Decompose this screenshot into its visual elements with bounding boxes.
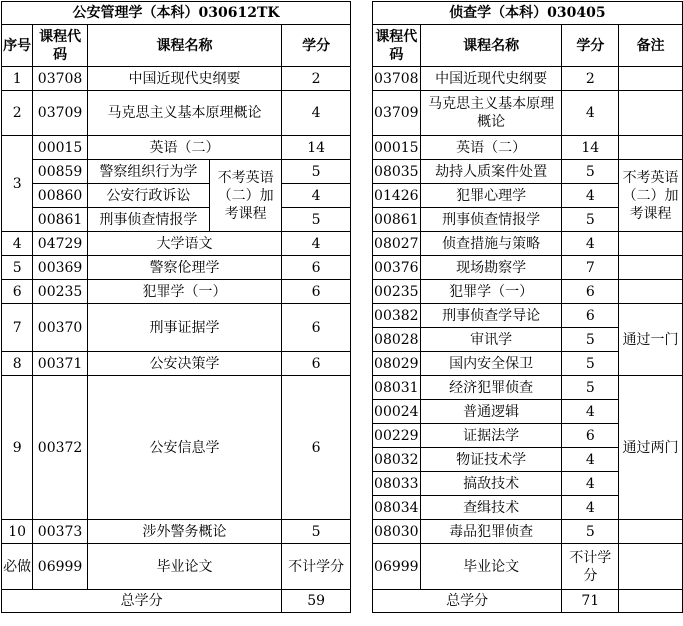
name-cell: 查缉技术: [420, 496, 562, 520]
code-cell: 08029: [372, 352, 420, 376]
name-cell: 毕业论文: [420, 544, 562, 590]
code-cell: 00024: [372, 400, 420, 424]
code-cell: 03708: [372, 67, 420, 91]
remark-cell: [619, 136, 683, 160]
name-cell: 毒品犯罪侦查: [420, 520, 562, 544]
credit-cell: 6: [282, 256, 351, 280]
name-cell: 审讯学: [420, 328, 562, 352]
name-cell: 大学语文: [87, 232, 281, 256]
credit-cell: 7: [562, 256, 619, 280]
name-cell: 侦查措施与策略: [420, 232, 562, 256]
credit-cell: 5: [562, 208, 619, 232]
credit-cell: 5: [562, 376, 619, 400]
name-cell: 公安决策学: [87, 352, 281, 376]
seq-cell: 4: [2, 232, 33, 256]
code-cell: 06999: [372, 544, 420, 590]
seq-cell: 9: [2, 376, 33, 520]
header-seq: 序号: [2, 25, 33, 67]
credit-cell: 4: [562, 496, 619, 520]
name-cell: 中国近现代史纲要: [420, 67, 562, 91]
name-cell: 马克思主义基本原理概论: [87, 91, 281, 136]
credit-cell: 6: [282, 304, 351, 352]
remark-cell: [619, 590, 683, 613]
remark-cell: [619, 91, 683, 136]
code-cell: 00235: [33, 280, 88, 304]
credit-cell: 6: [562, 424, 619, 448]
code-cell: 00015: [33, 136, 88, 160]
code-cell: 08034: [372, 496, 420, 520]
name-cell: 刑事侦查情报学: [420, 208, 562, 232]
code-cell: 08031: [372, 376, 420, 400]
credit-cell: 6: [562, 304, 619, 328]
credit-cell: 6: [562, 280, 619, 304]
credit-cell: 6: [282, 280, 351, 304]
remark-cell: [619, 520, 683, 544]
header-name: 课程名称: [87, 25, 281, 67]
credit-cell: 4: [562, 232, 619, 256]
credit-cell: 5: [562, 160, 619, 184]
total-credit: 71: [562, 590, 619, 613]
name-cell: 搞敌技术: [420, 472, 562, 496]
seq-cell: 1: [2, 67, 33, 91]
credit-cell: 6: [282, 352, 351, 376]
name-cell: 刑事侦查学导论: [420, 304, 562, 328]
seq-cell: 2: [2, 91, 33, 136]
code-cell: 08032: [372, 448, 420, 472]
remark-cell: [619, 544, 683, 590]
name-cell: 警察组织行为学: [87, 160, 209, 184]
table-gap: [351, 2, 373, 613]
code-cell: 03709: [372, 91, 420, 136]
seq-cell: 7: [2, 304, 33, 352]
name-cell: 经济犯罪侦查: [420, 376, 562, 400]
name-cell: 普通逻辑: [420, 400, 562, 424]
credit-cell: 4: [282, 91, 351, 136]
name-cell: 英语（二）: [87, 136, 281, 160]
code-cell: 00861: [33, 208, 88, 232]
header-name: 课程名称: [420, 25, 562, 67]
credit-cell: 4: [562, 91, 619, 136]
name-cell: 公安信息学: [87, 376, 281, 520]
remark-cell: 不考英语（二）加考课程: [619, 160, 683, 232]
code-cell: 06999: [33, 544, 88, 590]
name-cell: 证据法学: [420, 424, 562, 448]
header-code: 课程代码: [33, 25, 88, 67]
credit-cell: 5: [562, 328, 619, 352]
code-cell: 08027: [372, 232, 420, 256]
code-cell: 00015: [372, 136, 420, 160]
code-cell: 08033: [372, 472, 420, 496]
code-cell: 00860: [33, 184, 88, 208]
credit-cell: 5: [282, 160, 351, 184]
code-cell: 00372: [33, 376, 88, 520]
name-cell: 刑事证据学: [87, 304, 281, 352]
credit-cell: 5: [562, 352, 619, 376]
code-cell: 00376: [372, 256, 420, 280]
name-cell: 公安行政诉讼: [87, 184, 209, 208]
seq-cell: 必做: [2, 544, 33, 590]
credit-cell: 6: [282, 376, 351, 520]
code-cell: 00861: [372, 208, 420, 232]
total-label: 总学分: [2, 590, 282, 613]
name-cell: 涉外警务概论: [87, 520, 281, 544]
header-code: 课程代码: [372, 25, 420, 67]
credit-cell: 2: [562, 67, 619, 91]
name-cell: 国内安全保卫: [420, 352, 562, 376]
credit-cell: 4: [562, 472, 619, 496]
credit-cell: 5: [282, 520, 351, 544]
credit-cell: 5: [282, 208, 351, 232]
credit-cell: 2: [282, 67, 351, 91]
name-cell: 现场勘察学: [420, 256, 562, 280]
credit-cell: 14: [282, 136, 351, 160]
credit-cell: 4: [282, 232, 351, 256]
code-cell: 00859: [33, 160, 88, 184]
code-cell: 03708: [33, 67, 88, 91]
name-cell: 马克思主义基本原理概论: [420, 91, 562, 136]
credit-cell: 4: [562, 400, 619, 424]
remark-cell: 通过一门: [619, 304, 683, 376]
name-cell: 警察伦理学: [87, 256, 281, 280]
total-credit: 59: [282, 590, 351, 613]
seq-cell: 3: [2, 136, 33, 232]
code-cell: 00370: [33, 304, 88, 352]
header-credit: 学分: [562, 25, 619, 67]
code-cell: 08030: [372, 520, 420, 544]
name-cell: 犯罪学（一）: [87, 280, 281, 304]
seq-cell: 8: [2, 352, 33, 376]
credit-cell: 4: [562, 448, 619, 472]
seq-cell: 10: [2, 520, 33, 544]
code-cell: 00235: [372, 280, 420, 304]
code-cell: 08035: [372, 160, 420, 184]
right-program-title: 侦查学（本科）030405: [372, 2, 682, 25]
name-cell: 犯罪学（一）: [420, 280, 562, 304]
name-cell: 物证技术学: [420, 448, 562, 472]
seq-cell: 6: [2, 280, 33, 304]
name-cell: 毕业论文: [87, 544, 281, 590]
remark-cell: [619, 280, 683, 304]
code-cell: 00382: [372, 304, 420, 328]
left-program-title: 公安管理学（本科）030612TK: [2, 2, 351, 25]
remark-cell: [619, 232, 683, 256]
name-cell: 英语（二）: [420, 136, 562, 160]
name-cell: 犯罪心理学: [420, 184, 562, 208]
code-cell: 04729: [33, 232, 88, 256]
credit-cell: 5: [562, 520, 619, 544]
note-cell: 不考英语（二）加考课程: [209, 160, 281, 232]
header-remark: 备注: [619, 25, 683, 67]
remark-cell: [619, 256, 683, 280]
code-cell: 01426: [372, 184, 420, 208]
code-cell: 00373: [33, 520, 88, 544]
name-cell: 刑事侦查情报学: [87, 208, 209, 232]
credit-cell: 4: [282, 184, 351, 208]
credit-cell: 不计学分: [282, 544, 351, 590]
code-cell: 00369: [33, 256, 88, 280]
name-cell: 劫持人质案件处置: [420, 160, 562, 184]
code-cell: 00229: [372, 424, 420, 448]
credit-cell: 不计学分: [562, 544, 619, 590]
seq-cell: 5: [2, 256, 33, 280]
name-cell: 中国近现代史纲要: [87, 67, 281, 91]
total-label: 总学分: [372, 590, 562, 613]
code-cell: 03709: [33, 91, 88, 136]
code-cell: 00371: [33, 352, 88, 376]
credit-cell: 14: [562, 136, 619, 160]
header-credit: 学分: [282, 25, 351, 67]
remark-cell: [619, 67, 683, 91]
remark-cell: 通过两门: [619, 376, 683, 520]
credit-cell: 4: [562, 184, 619, 208]
code-cell: 08028: [372, 328, 420, 352]
curriculum-table: [1, 1, 683, 613]
